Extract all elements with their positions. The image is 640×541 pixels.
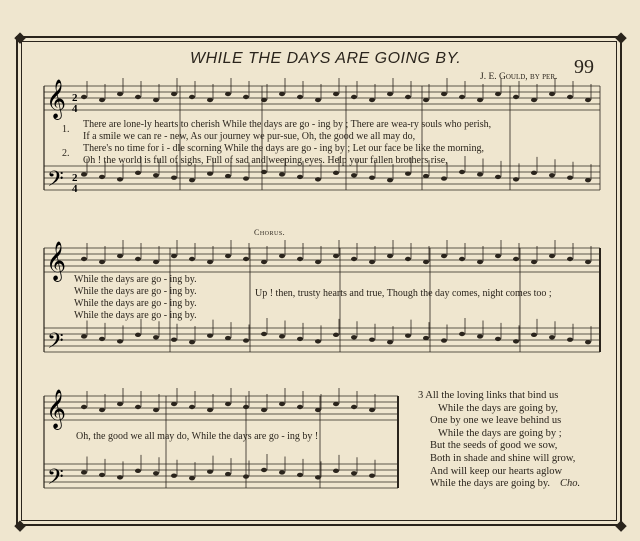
note-head — [567, 176, 573, 180]
note-head — [315, 475, 321, 479]
svg-text:4: 4 — [72, 183, 78, 195]
note-head — [333, 92, 339, 96]
note-head — [333, 171, 339, 175]
note-head — [351, 471, 357, 475]
composer-credit: J. E. Gould, by per. — [480, 72, 558, 82]
note-head — [261, 468, 267, 472]
note-head — [441, 92, 447, 96]
note-head — [99, 408, 105, 412]
note-head — [513, 339, 519, 343]
note-head — [369, 408, 375, 412]
stanza-line: One by one we leave behind us — [430, 415, 562, 427]
note-head — [225, 92, 231, 96]
note-head — [279, 402, 285, 406]
note-head — [171, 474, 177, 478]
chorus-label: Chorus. — [254, 228, 286, 237]
note-head — [207, 333, 213, 337]
note-head — [531, 98, 537, 102]
note-head — [225, 336, 231, 340]
note-head — [153, 173, 159, 177]
note-head — [405, 333, 411, 337]
note-head — [297, 337, 303, 341]
note-head — [477, 172, 483, 176]
corner-ornament-top-right: ◆ — [615, 30, 627, 46]
note-head — [135, 405, 141, 409]
note-head — [531, 171, 537, 175]
note-head — [423, 336, 429, 340]
note-head — [315, 408, 321, 412]
note-head — [117, 339, 123, 343]
note-head — [369, 474, 375, 478]
note-head — [171, 338, 177, 342]
note-head — [99, 98, 105, 102]
note-head — [153, 335, 159, 339]
note-head — [279, 334, 285, 338]
note-head — [387, 254, 393, 258]
note-head — [225, 402, 231, 406]
note-head — [81, 405, 87, 409]
stanza-line — [418, 478, 580, 491]
note-head — [459, 170, 465, 174]
stanza-line: And will keep our hearts aglow — [430, 465, 563, 477]
note-head — [405, 95, 411, 99]
bass-clef-icon: 𝄢 — [47, 167, 64, 197]
treble-clef-icon: 𝄞 — [46, 389, 67, 429]
note-head — [297, 257, 303, 261]
note-head — [405, 257, 411, 261]
note-head — [567, 95, 573, 99]
note-head — [99, 260, 105, 264]
note-head — [117, 402, 123, 406]
note-head — [171, 402, 177, 406]
note-head — [351, 257, 357, 261]
note-head — [279, 172, 285, 176]
note-head — [279, 92, 285, 96]
note-head — [513, 95, 519, 99]
note-head — [243, 95, 249, 99]
note-head — [207, 98, 213, 102]
note-head — [585, 340, 591, 344]
treble-clef-icon: 𝄞 — [46, 79, 67, 119]
note-head — [513, 177, 519, 181]
note-head — [153, 98, 159, 102]
note-head — [315, 339, 321, 343]
note-head — [261, 98, 267, 102]
note-head — [81, 95, 87, 99]
note-head — [243, 176, 249, 180]
note-head — [369, 176, 375, 180]
note-head — [243, 474, 249, 478]
note-head — [423, 260, 429, 264]
note-head — [333, 333, 339, 337]
note-head — [81, 470, 87, 474]
note-head — [117, 475, 123, 479]
svg-text:2: 2 — [72, 92, 78, 104]
note-head — [261, 332, 267, 336]
note-head — [333, 402, 339, 406]
note-head — [297, 405, 303, 409]
corner-ornament-bottom-left: ◆ — [14, 518, 26, 534]
note-head — [477, 334, 483, 338]
note-head — [99, 175, 105, 179]
note-head — [567, 338, 573, 342]
chorus-lyric-line: Up ! then, trusty hearts and true, Though the day comes, night comes too ; — [255, 288, 552, 299]
note-head — [369, 338, 375, 342]
stanza-line: 3 All the loving links that bind us — [418, 390, 559, 401]
note-head — [171, 176, 177, 180]
corner-ornament-bottom-right: ◆ — [615, 518, 627, 534]
note-head — [567, 257, 573, 261]
note-head — [189, 340, 195, 344]
note-head — [117, 92, 123, 96]
note-head — [135, 333, 141, 337]
note-head — [387, 340, 393, 344]
note-head — [423, 174, 429, 178]
note-head — [459, 95, 465, 99]
note-head — [531, 260, 537, 264]
note-head — [261, 260, 267, 264]
svg-text:2: 2 — [72, 172, 78, 184]
note-head — [513, 257, 519, 261]
note-head — [135, 257, 141, 261]
note-head — [135, 95, 141, 99]
stanza-line-text: While the days are going by. — [430, 478, 551, 490]
note-head — [153, 471, 159, 475]
note-head — [549, 254, 555, 258]
note-head — [189, 257, 195, 261]
note-head — [315, 260, 321, 264]
lyric-line: While the days are go - ing by. — [74, 286, 197, 297]
note-head — [261, 170, 267, 174]
note-head — [351, 335, 357, 339]
note-head — [495, 92, 501, 96]
note-head — [135, 469, 141, 473]
hymn-title: WHILE THE DAYS ARE GOING BY. — [190, 50, 462, 67]
note-head — [207, 408, 213, 412]
note-head — [585, 98, 591, 102]
note-head — [441, 254, 447, 258]
note-head — [189, 476, 195, 480]
time-signature — [72, 92, 78, 195]
note-head — [495, 175, 501, 179]
note-head — [171, 254, 177, 258]
note-head — [207, 171, 213, 175]
note-head — [297, 175, 303, 179]
note-head — [549, 173, 555, 177]
note-head — [423, 98, 429, 102]
note-head — [333, 469, 339, 473]
note-head — [225, 254, 231, 258]
note-head — [117, 177, 123, 181]
note-head — [243, 405, 249, 409]
note-head — [135, 171, 141, 175]
note-head — [81, 172, 87, 176]
note-head — [99, 473, 105, 477]
note-head — [477, 98, 483, 102]
note-head — [351, 405, 357, 409]
verse-number-2: 2. — [62, 148, 70, 159]
note-head — [225, 472, 231, 476]
note-head — [279, 470, 285, 474]
final-lyric-line: Oh, the good we all may do, While the days are go - ing by ! — [76, 431, 319, 442]
note-head — [477, 260, 483, 264]
note-head — [171, 92, 177, 96]
note-head — [261, 408, 267, 412]
note-head — [369, 260, 375, 264]
svg-text:4: 4 — [72, 103, 78, 115]
note-head — [441, 338, 447, 342]
note-head — [81, 334, 87, 338]
note-head — [99, 337, 105, 341]
note-head — [333, 254, 339, 258]
note-head — [297, 473, 303, 477]
corner-ornament-top-left: ◆ — [14, 30, 26, 46]
note-head — [549, 92, 555, 96]
note-head — [279, 254, 285, 258]
note-head — [459, 332, 465, 336]
lyric-line: While the days are go - ing by. — [74, 274, 197, 285]
note-head — [153, 408, 159, 412]
note-head — [531, 333, 537, 337]
note-head — [153, 260, 159, 264]
note-head — [495, 337, 501, 341]
bass-clef-icon: 𝄢 — [47, 465, 64, 495]
note-head — [351, 95, 357, 99]
lyric-line: There are lone-ly hearts to cherish While the days are go - ing by ; There are wea-ry souls who perish, — [83, 119, 492, 130]
note-head — [207, 469, 213, 473]
lyric-line: While the days are go - ing by. — [74, 298, 197, 309]
note-head — [495, 254, 501, 258]
note-head — [387, 178, 393, 182]
note-head — [189, 405, 195, 409]
lyric-line: If a smile we can re - new, As our journey we pur-sue, Oh, the good we all may do, — [83, 131, 416, 142]
clefs — [46, 79, 66, 495]
bass-clef-icon: 𝄢 — [47, 329, 64, 359]
stanza-line: Both in shade and shine will grow, — [430, 452, 576, 464]
lyric-line: There's no time for i - dle scorning While the days are go - ing by ; Let our face be like the morning, — [83, 143, 484, 154]
stanza-3 — [418, 390, 580, 491]
note-head — [243, 338, 249, 342]
note-head — [441, 176, 447, 180]
note-head — [189, 178, 195, 182]
note-head — [585, 260, 591, 264]
note-head — [459, 257, 465, 261]
note-head — [243, 257, 249, 261]
note-head — [351, 173, 357, 177]
note-head — [207, 260, 213, 264]
note-head — [405, 171, 411, 175]
note-head — [189, 95, 195, 99]
note-head — [117, 254, 123, 258]
chorus-cue: Cho. — [560, 478, 581, 490]
lyric-line: While the days are go - ing by. — [74, 310, 197, 321]
note-head — [297, 95, 303, 99]
verse-number-1: 1. — [62, 124, 70, 135]
note-head — [549, 335, 555, 339]
note-head — [387, 92, 393, 96]
stanza-line: While the days are going by ; — [438, 427, 562, 439]
note-head — [225, 174, 231, 178]
note-head — [315, 177, 321, 181]
lyric-line: Oh ! the world is full of sighs, Full of sad and weeping eyes. Help your fallen brothers rise, — [83, 155, 448, 166]
note-head — [585, 178, 591, 182]
stanza-line: But the seeds of good we sow, — [430, 440, 558, 452]
note-head — [315, 98, 321, 102]
stanza-line: While the days are going by, — [438, 402, 559, 414]
page-number: 99 — [574, 56, 594, 78]
treble-clef-icon: 𝄞 — [46, 241, 67, 281]
note-head — [81, 257, 87, 261]
note-head — [369, 98, 375, 102]
